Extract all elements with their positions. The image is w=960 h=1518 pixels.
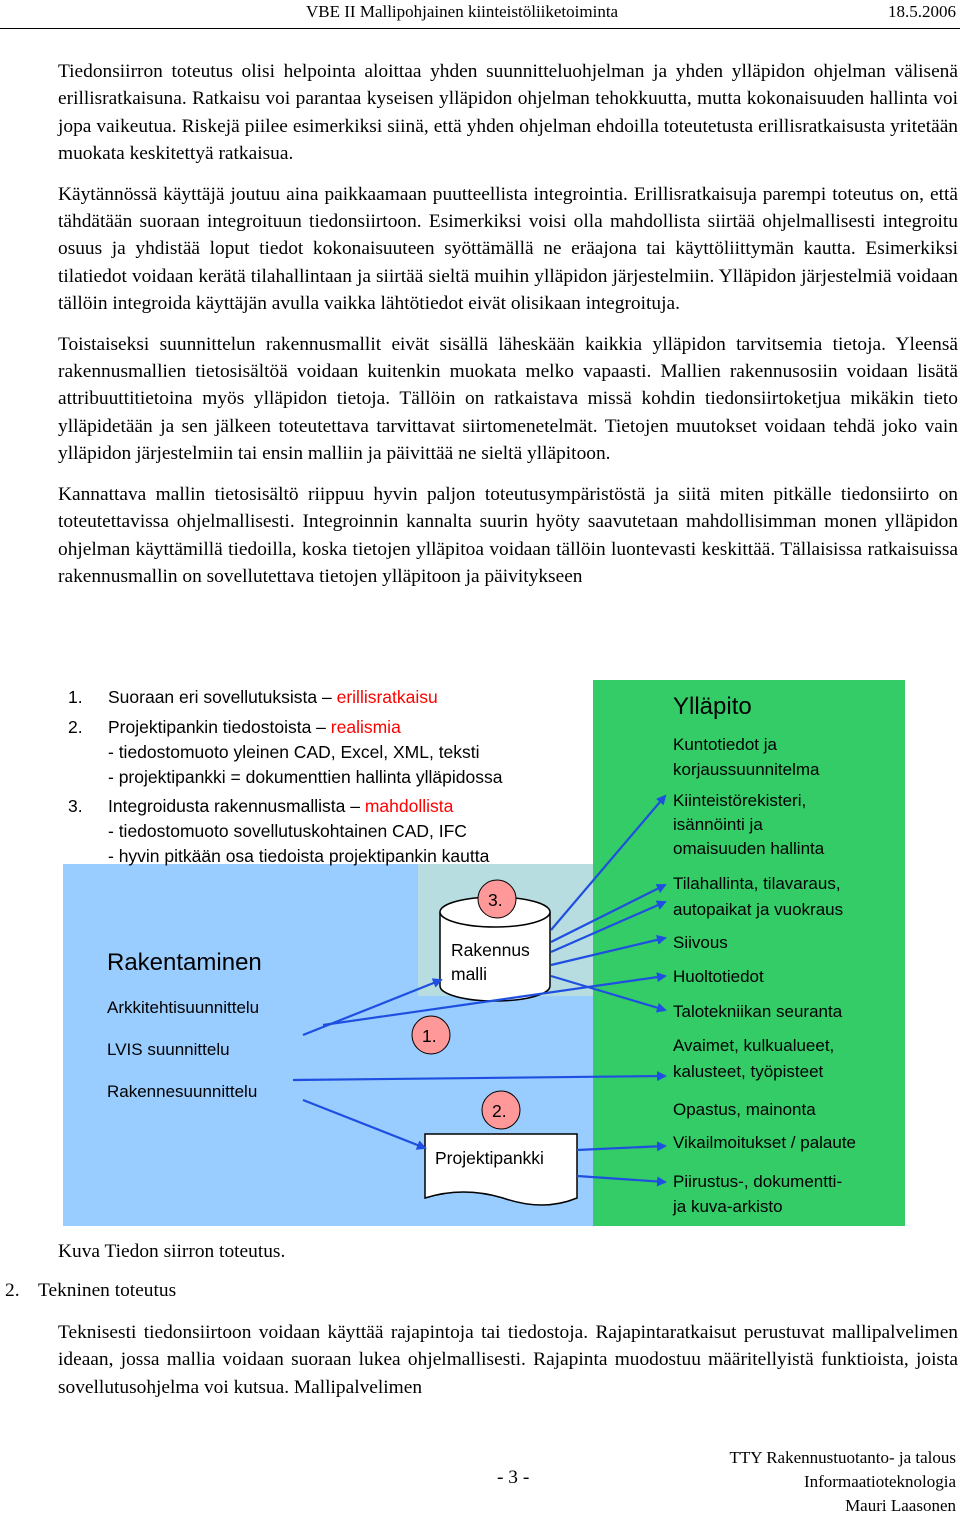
rakentaminen-item-3: Rakennesuunnittelu	[107, 1082, 258, 1101]
list-sub-2a: - tiedostomuoto yleinen CAD, Excel, XML, teksti	[108, 742, 480, 762]
yllapito-item-6: Talotekniikan seuranta	[673, 1002, 843, 1021]
list-text-3: Integroidusta rakennusmallista – mahdollista	[108, 796, 454, 816]
page-footer	[730, 1446, 956, 1518]
yllapito-item-10: Piirustus-, dokumentti- ja kuva-arkisto	[673, 1172, 843, 1216]
paragraph-4: Kannattava mallin tietosisältö riippuu hyvin paljon toteutusympäristöstä ja siitä miten pitkälle tiedonsiirto on toteutettavissa ohjelmallisesti. Integroinnin kannalta suurin hyöty saavutetaan mahdollisimman monen ylläpidon ohjelman käyttämillä tiedoilla, koska tietojen ylläpitoa voidaan tällöin luontevasti keskittää. Tällaisissa ratkaisuissa rakennusmallin on sovellutettava tietojen ylläpitoon ja päivitykseen	[58, 483, 958, 587]
list-text-2: Projektipankin tiedostoista – realismia	[108, 717, 401, 737]
list-sub-3b: - hyvin pitkään osa tiedoista projektipankin kautta	[108, 846, 490, 866]
section-heading	[5, 1280, 176, 1302]
yllapito-item-9: Vikailmoitukset / palaute	[673, 1133, 857, 1152]
method-list	[68, 687, 503, 866]
cylinder-line-1: Rakennus	[451, 940, 530, 960]
footer-line-3: Mauri Laasonen	[845, 1496, 956, 1515]
svg-text:3.: 3.	[488, 890, 503, 910]
page-number: - 3 -	[497, 1467, 530, 1488]
badge-3	[478, 880, 516, 918]
list-sub-2b: - projektipankki = dokumenttien hallinta ylläpidossa	[108, 767, 503, 787]
header-date: 18.5.2006	[888, 2, 956, 21]
list-num-2: 2.	[68, 717, 83, 737]
list-text-1: Suoraan eri sovellutuksista – erillisratkaisu	[108, 687, 438, 707]
list-num-3: 3.	[68, 796, 83, 816]
yllapito-item-2: Kiinteistörekisteri, isännöinti ja omaisuuden hallinta	[673, 791, 825, 858]
footer-line-1: TTY Rakennustuotanto- ja talous	[729, 1448, 956, 1467]
rakentaminen-item-1: Arkkitehtisuunnittelu	[107, 998, 260, 1017]
paragraph-2: Käytännössä käyttäjä joutuu aina paikkaamaan puutteellista integrointia. Erillisratkaisuja parempi toteutus on, että tähdätään suoraan integroituun tiedonsiirtoon. Esimerkiksi voisi olla mahdollista siirtää ohjelmallisesti integroitu osuus ja yhdistää loput tiedot kokonaisuuteen syöttämällä ne eräajona tai käyttöliittymän kautta. Esimerkiksi tilatiedot voidaan kerätä tilahallintaan ja siirtää sieltä muihin ylläpidon järjestelmiin. Ylläpidon järjestelmiä voidaan tällöin integroida käyttäjän avulla vaikka lähtötiedot eivät olisikaan integroituja.	[58, 183, 958, 315]
paragraph-5: Teknisesti tiedonsiirtoon voidaan käyttää rajapintoja tai tiedostoja. Rajapintaratkaisut perustuvat mallipalvelimen ideaan, jossa mallia voidaan suoraan lukea ohjelmallisesti. Rajapinta muodostuu määritellyistä funktioista, joista sovellutusohjelma voi kutsua. Mallipalvelimen	[58, 1322, 958, 1398]
list-num-1: 1.	[68, 687, 83, 707]
cylinder-line-2: malli	[451, 964, 487, 984]
rakentaminen-title: Rakentaminen	[107, 949, 262, 976]
badge-1	[412, 1016, 450, 1054]
section-title: Tekninen toteutus	[38, 1280, 177, 1301]
badge-2	[482, 1091, 520, 1129]
section-number: 2.	[5, 1280, 20, 1301]
body-text-top	[58, 58, 958, 603]
svg-text:2.: 2.	[492, 1101, 507, 1121]
diagram-svg	[63, 680, 905, 1226]
yllapito-item-8: Opastus, mainonta	[673, 1100, 816, 1119]
paragraph-3: Toistaiseksi suunnittelun rakennusmallit eivät sisällä läheskään kaikkia ylläpidon tarvitsemia tietoja. Yleensä rakennusmallien tietosisältöä voidaan kuitenkin muokata melko vapaasti. Mallien rakennusosiin voidaan lisätä attribuuttitietoina myös ylläpidon tietoja. Tällöin on ratkaistava missä kohdin tiedonsiirtoketjua mikäkin tieto ylläpidetään ja sen jälkeen toteutettava tarvittavat siirtomenetelmät. Tietojen muutokset voidaan tehdä joko vain ylläpidon järjestelmiin tai ensin malliin ja päivittää ne sieltä ylläpitoon.	[58, 333, 958, 465]
page-header	[0, 0, 960, 32]
footer-line-2: Informaatioteknologia	[803, 1472, 956, 1491]
data-transfer-diagram	[63, 680, 905, 1226]
header-rule	[0, 28, 960, 29]
svg-text:1.: 1.	[422, 1026, 437, 1046]
yllapito-title: Ylläpito	[673, 693, 752, 720]
yllapito-item-3: Tilahallinta, tilavaraus, autopaikat ja vuokraus	[673, 874, 844, 919]
paragraph-1: Tiedonsiirron toteutus olisi helpointa aloittaa yhden suunnitteluohjelman ja yhden ylläpidon ohjelman välisenä erillisratkaisuna. Ratkaisu voi parantaa kyseisen ylläpidon ohjelman tehokkuutta, mutta kokonaisuuden hallinta voi jopa vaikeutua. Riskejä piilee esimerkiksi siinä, että yhden ohjelman ehdoilla toteutetusta erillisratkaisusta yritetään muokata keskitettyä ratkaisua.	[58, 61, 958, 165]
yllapito-item-5: Huoltotiedot	[673, 967, 764, 986]
yllapito-item-7: Avaimet, kulkualueet, kalusteet, työpisteet	[673, 1036, 835, 1081]
yllapito-item-4: Siivous	[673, 933, 728, 952]
header-title: VBE II Mallipohjainen kiinteistöliiketoiminta	[306, 2, 619, 21]
rakentaminen-item-2: LVIS suunnittelu	[107, 1040, 230, 1059]
body-text-bottom	[58, 1319, 958, 1414]
list-sub-3a: - tiedostomuoto sovellutuskohtainen CAD, IFC	[108, 821, 467, 841]
document-label: Projektipankki	[435, 1148, 544, 1168]
figure-caption: Kuva Tiedon siirron toteutus.	[58, 1241, 286, 1262]
yllapito-item-1: Kuntotiedot ja korjaussuunnitelma	[673, 735, 820, 779]
